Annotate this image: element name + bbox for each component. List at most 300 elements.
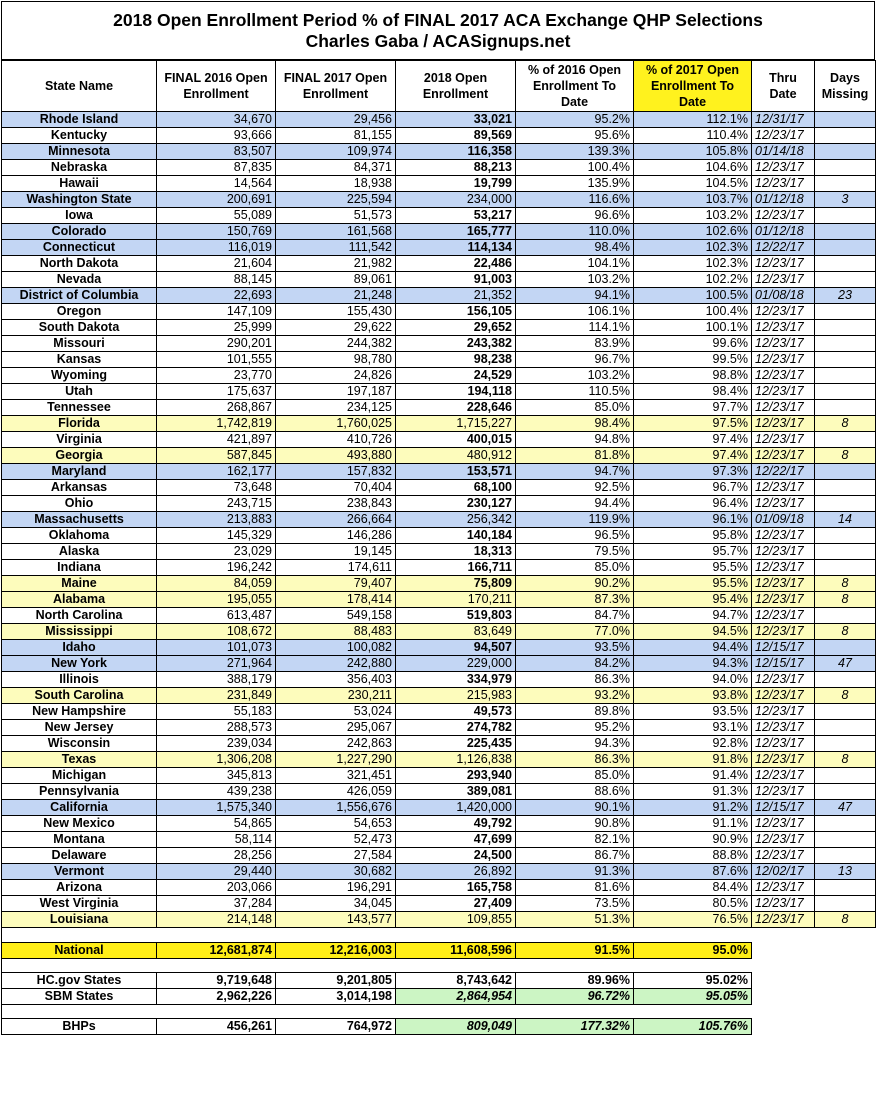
blank-cell [752, 1019, 815, 1035]
thru-date-value: 12/23/17 [752, 528, 815, 544]
table-row [2, 736, 876, 752]
pct-2016-value: 94.3% [516, 736, 634, 752]
final-2017-value: 100,082 [276, 640, 396, 656]
table-row [2, 304, 876, 320]
enrollment-2018-value: 89,569 [396, 128, 516, 144]
thru-date-value: 12/23/17 [752, 768, 815, 784]
summary-final-2017: 9,201,805 [276, 973, 396, 989]
final-2016-value: 195,055 [157, 592, 276, 608]
state-name: Nebraska [2, 160, 157, 176]
enrollment-2018-value: 94,507 [396, 640, 516, 656]
days-missing-value [815, 736, 876, 752]
pct-2017-value: 87.6% [634, 864, 752, 880]
gap-cell [752, 959, 815, 973]
pct-2016-value: 104.1% [516, 256, 634, 272]
table-row [2, 288, 876, 304]
days-missing-value: 8 [815, 624, 876, 640]
final-2017-value: 549,158 [276, 608, 396, 624]
thru-date-value: 12/23/17 [752, 736, 815, 752]
state-name: Wisconsin [2, 736, 157, 752]
summary-row-hcgov [2, 973, 876, 989]
thru-date-value: 12/23/17 [752, 624, 815, 640]
thru-date-value: 12/02/17 [752, 864, 815, 880]
thru-date-value: 12/23/17 [752, 448, 815, 464]
table-row [2, 464, 876, 480]
sheet-title [1, 1, 875, 60]
pct-2016-value: 90.1% [516, 800, 634, 816]
gap-cell [752, 928, 815, 943]
gap-cell [634, 1005, 752, 1019]
gap-cell [2, 928, 157, 943]
state-name: Maryland [2, 464, 157, 480]
pct-2016-value: 98.4% [516, 416, 634, 432]
thru-date-value: 01/12/18 [752, 192, 815, 208]
thru-date-value: 12/23/17 [752, 560, 815, 576]
pct-2017-value: 95.5% [634, 576, 752, 592]
title-line-1: 2018 Open Enrollment Period % of FINAL 2017 ACA Exchange QHP Selections [113, 10, 763, 30]
blank-cell [752, 943, 815, 959]
state-name: Alaska [2, 544, 157, 560]
final-2017-value: 225,594 [276, 192, 396, 208]
thru-date-value: 12/23/17 [752, 416, 815, 432]
header-thru-date: Thru Date [752, 61, 815, 112]
enrollment-2018-value: 400,015 [396, 432, 516, 448]
enrollment-2018-value: 228,646 [396, 400, 516, 416]
table-row [2, 496, 876, 512]
pct-2017-value: 90.9% [634, 832, 752, 848]
final-2016-value: 1,742,819 [157, 416, 276, 432]
pct-2017-value: 99.5% [634, 352, 752, 368]
final-2017-value: 52,473 [276, 832, 396, 848]
pct-2016-value: 90.2% [516, 576, 634, 592]
thru-date-value: 12/23/17 [752, 336, 815, 352]
state-name: Kansas [2, 352, 157, 368]
thru-date-value: 12/23/17 [752, 272, 815, 288]
enrollment-2018-value: 225,435 [396, 736, 516, 752]
final-2017-value: 79,407 [276, 576, 396, 592]
final-2016-value: 28,256 [157, 848, 276, 864]
pct-2016-value: 86.7% [516, 848, 634, 864]
state-name: Iowa [2, 208, 157, 224]
pct-2017-value: 95.7% [634, 544, 752, 560]
enrollment-2018-value: 53,217 [396, 208, 516, 224]
gap-cell [516, 959, 634, 973]
thru-date-value: 12/23/17 [752, 368, 815, 384]
final-2017-value: 143,577 [276, 912, 396, 928]
pct-2016-value: 86.3% [516, 672, 634, 688]
thru-date-value: 12/22/17 [752, 464, 815, 480]
enrollment-2018-value: 230,127 [396, 496, 516, 512]
final-2017-value: 98,780 [276, 352, 396, 368]
pct-2017-value: 100.4% [634, 304, 752, 320]
state-name: Illinois [2, 672, 157, 688]
pct-2016-value: 110.5% [516, 384, 634, 400]
pct-2016-value: 94.8% [516, 432, 634, 448]
enrollment-table [1, 60, 876, 1035]
state-name: Nevada [2, 272, 157, 288]
final-2016-value: 23,029 [157, 544, 276, 560]
thru-date-value: 01/14/18 [752, 144, 815, 160]
final-2017-value: 161,568 [276, 224, 396, 240]
enrollment-2018-value: 293,940 [396, 768, 516, 784]
summary-label: SBM States [2, 989, 157, 1005]
state-name: Georgia [2, 448, 157, 464]
pct-2017-value: 76.5% [634, 912, 752, 928]
summary-pct-2017: 95.05% [634, 989, 752, 1005]
final-2017-value: 242,863 [276, 736, 396, 752]
final-2017-value: 356,403 [276, 672, 396, 688]
final-2017-value: 1,556,676 [276, 800, 396, 816]
days-missing-value [815, 704, 876, 720]
enrollment-2018-value: 24,529 [396, 368, 516, 384]
days-missing-value: 8 [815, 416, 876, 432]
state-name: West Virginia [2, 896, 157, 912]
thru-date-value: 12/23/17 [752, 320, 815, 336]
table-row [2, 912, 876, 928]
final-2017-value: 234,125 [276, 400, 396, 416]
table-row [2, 752, 876, 768]
pct-2016-value: 135.9% [516, 176, 634, 192]
pct-2016-value: 85.0% [516, 560, 634, 576]
pct-2017-value: 97.7% [634, 400, 752, 416]
days-missing-value [815, 480, 876, 496]
table-row [2, 560, 876, 576]
pct-2016-value: 85.0% [516, 768, 634, 784]
days-missing-value [815, 256, 876, 272]
state-name: Rhode Island [2, 112, 157, 128]
gap-cell [815, 959, 876, 973]
summary-final-2017: 764,972 [276, 1019, 396, 1035]
state-name: Washington State [2, 192, 157, 208]
summary-2018: 8,743,642 [396, 973, 516, 989]
days-missing-value [815, 880, 876, 896]
final-2017-value: 54,653 [276, 816, 396, 832]
enrollment-2018-value: 83,649 [396, 624, 516, 640]
final-2016-value: 25,999 [157, 320, 276, 336]
table-row [2, 240, 876, 256]
days-missing-value [815, 528, 876, 544]
enrollment-2018-value: 166,711 [396, 560, 516, 576]
blank-cell [815, 943, 876, 959]
thru-date-value: 12/23/17 [752, 832, 815, 848]
gap-cell [516, 1005, 634, 1019]
state-name: Kentucky [2, 128, 157, 144]
final-2017-value: 21,248 [276, 288, 396, 304]
gap-cell [157, 928, 276, 943]
enrollment-2018-value: 243,382 [396, 336, 516, 352]
table-row [2, 800, 876, 816]
pct-2017-value: 91.8% [634, 752, 752, 768]
thru-date-value: 12/23/17 [752, 592, 815, 608]
pct-2016-value: 114.1% [516, 320, 634, 336]
final-2017-value: 295,067 [276, 720, 396, 736]
final-2016-value: 613,487 [157, 608, 276, 624]
table-row [2, 592, 876, 608]
summary-pct-2017: 95.02% [634, 973, 752, 989]
days-missing-value [815, 608, 876, 624]
gap-cell [276, 928, 396, 943]
final-2016-value: 271,964 [157, 656, 276, 672]
gap-cell [752, 1005, 815, 1019]
final-2016-value: 439,238 [157, 784, 276, 800]
thru-date-value: 12/31/17 [752, 112, 815, 128]
final-2017-value: 18,938 [276, 176, 396, 192]
final-2016-value: 37,284 [157, 896, 276, 912]
gap-cell [634, 928, 752, 943]
days-missing-value [815, 720, 876, 736]
final-2017-value: 88,483 [276, 624, 396, 640]
pct-2016-value: 100.4% [516, 160, 634, 176]
final-2016-value: 21,604 [157, 256, 276, 272]
state-name: Indiana [2, 560, 157, 576]
summary-final-2016: 456,261 [157, 1019, 276, 1035]
final-2016-value: 200,691 [157, 192, 276, 208]
pct-2016-value: 92.5% [516, 480, 634, 496]
gap-cell [634, 959, 752, 973]
final-2016-value: 290,201 [157, 336, 276, 352]
header-days-missing: Days Missing [815, 61, 876, 112]
header-state: State Name [2, 61, 157, 112]
state-name: South Dakota [2, 320, 157, 336]
enrollment-2018-value: 170,211 [396, 592, 516, 608]
days-missing-value [815, 496, 876, 512]
state-name: Wyoming [2, 368, 157, 384]
final-2017-value: 34,045 [276, 896, 396, 912]
days-missing-value [815, 160, 876, 176]
enrollment-2018-value: 1,715,227 [396, 416, 516, 432]
days-missing-value [815, 464, 876, 480]
pct-2017-value: 94.3% [634, 656, 752, 672]
summary-pct-2017: 95.0% [634, 943, 752, 959]
days-missing-value [815, 272, 876, 288]
enrollment-2018-value: 88,213 [396, 160, 516, 176]
pct-2017-value: 93.1% [634, 720, 752, 736]
state-name: New Mexico [2, 816, 157, 832]
final-2017-value: 244,382 [276, 336, 396, 352]
thru-date-value: 12/23/17 [752, 608, 815, 624]
final-2016-value: 243,715 [157, 496, 276, 512]
table-row [2, 512, 876, 528]
summary-label: National [2, 943, 157, 959]
final-2017-value: 24,826 [276, 368, 396, 384]
pct-2017-value: 105.8% [634, 144, 752, 160]
thru-date-value: 12/23/17 [752, 704, 815, 720]
days-missing-value: 8 [815, 448, 876, 464]
table-row [2, 848, 876, 864]
pct-2017-value: 96.4% [634, 496, 752, 512]
thru-date-value: 12/23/17 [752, 672, 815, 688]
state-name: Hawaii [2, 176, 157, 192]
final-2017-value: 493,880 [276, 448, 396, 464]
enrollment-2018-value: 98,238 [396, 352, 516, 368]
thru-date-value: 12/23/17 [752, 576, 815, 592]
final-2016-value: 83,507 [157, 144, 276, 160]
pct-2017-value: 97.4% [634, 448, 752, 464]
final-2016-value: 54,865 [157, 816, 276, 832]
pct-2016-value: 87.3% [516, 592, 634, 608]
final-2017-value: 53,024 [276, 704, 396, 720]
final-2016-value: 14,564 [157, 176, 276, 192]
table-row [2, 656, 876, 672]
state-name: California [2, 800, 157, 816]
final-2016-value: 196,242 [157, 560, 276, 576]
summary-final-2016: 9,719,648 [157, 973, 276, 989]
blank-cell [815, 1019, 876, 1035]
pct-2017-value: 91.3% [634, 784, 752, 800]
thru-date-value: 12/23/17 [752, 544, 815, 560]
days-missing-value [815, 768, 876, 784]
final-2017-value: 111,542 [276, 240, 396, 256]
table-row [2, 352, 876, 368]
final-2017-value: 146,286 [276, 528, 396, 544]
title-line-2: Charles Gaba / ACASignups.net [305, 31, 571, 51]
gap-cell [396, 959, 516, 973]
final-2016-value: 84,059 [157, 576, 276, 592]
days-missing-value: 8 [815, 592, 876, 608]
final-2017-value: 27,584 [276, 848, 396, 864]
summary-row-national [2, 943, 876, 959]
final-2016-value: 150,769 [157, 224, 276, 240]
pct-2016-value: 96.5% [516, 528, 634, 544]
enrollment-2018-value: 18,313 [396, 544, 516, 560]
final-2016-value: 55,089 [157, 208, 276, 224]
table-row [2, 176, 876, 192]
pct-2016-value: 94.4% [516, 496, 634, 512]
days-missing-value [815, 848, 876, 864]
state-name: Utah [2, 384, 157, 400]
table-row [2, 784, 876, 800]
days-missing-value [815, 384, 876, 400]
final-2017-value: 174,611 [276, 560, 396, 576]
enrollment-2018-value: 165,758 [396, 880, 516, 896]
enrollment-2018-value: 49,792 [396, 816, 516, 832]
thru-date-value: 12/15/17 [752, 800, 815, 816]
thru-date-value: 12/23/17 [752, 304, 815, 320]
blank-cell [815, 989, 876, 1005]
pct-2017-value: 103.2% [634, 208, 752, 224]
gap-cell [276, 1005, 396, 1019]
state-name: Montana [2, 832, 157, 848]
days-missing-value [815, 784, 876, 800]
table-row [2, 272, 876, 288]
pct-2016-value: 86.3% [516, 752, 634, 768]
pct-2017-value: 110.4% [634, 128, 752, 144]
table-row [2, 608, 876, 624]
table-row [2, 704, 876, 720]
state-name: Pennsylvania [2, 784, 157, 800]
table-row [2, 832, 876, 848]
summary-final-2017: 3,014,198 [276, 989, 396, 1005]
gap-row [2, 1005, 876, 1019]
state-name: Florida [2, 416, 157, 432]
final-2016-value: 587,845 [157, 448, 276, 464]
pct-2016-value: 83.9% [516, 336, 634, 352]
enrollment-2018-value: 114,134 [396, 240, 516, 256]
final-2017-value: 21,982 [276, 256, 396, 272]
pct-2017-value: 100.5% [634, 288, 752, 304]
thru-date-value: 12/23/17 [752, 496, 815, 512]
table-row [2, 384, 876, 400]
thru-date-value: 12/23/17 [752, 160, 815, 176]
thru-date-value: 01/12/18 [752, 224, 815, 240]
thru-date-value: 12/23/17 [752, 880, 815, 896]
header-row [2, 61, 876, 112]
pct-2017-value: 102.3% [634, 240, 752, 256]
pct-2016-value: 98.4% [516, 240, 634, 256]
days-missing-value [815, 336, 876, 352]
final-2016-value: 147,109 [157, 304, 276, 320]
state-name: New Jersey [2, 720, 157, 736]
final-2016-value: 388,179 [157, 672, 276, 688]
blank-cell [752, 989, 815, 1005]
state-name: Ohio [2, 496, 157, 512]
days-missing-value: 8 [815, 752, 876, 768]
state-name: District of Columbia [2, 288, 157, 304]
final-2017-value: 109,974 [276, 144, 396, 160]
thru-date-value: 12/23/17 [752, 432, 815, 448]
state-name: Tennessee [2, 400, 157, 416]
enrollment-2018-value: 1,126,838 [396, 752, 516, 768]
days-missing-value: 14 [815, 512, 876, 528]
final-2016-value: 23,770 [157, 368, 276, 384]
state-name: Vermont [2, 864, 157, 880]
pct-2016-value: 79.5% [516, 544, 634, 560]
final-2017-value: 197,187 [276, 384, 396, 400]
enrollment-2018-value: 33,021 [396, 112, 516, 128]
gap-cell [396, 928, 516, 943]
pct-2017-value: 102.2% [634, 272, 752, 288]
state-name: Virginia [2, 432, 157, 448]
enrollment-2018-value: 47,699 [396, 832, 516, 848]
final-2016-value: 268,867 [157, 400, 276, 416]
pct-2017-value: 93.5% [634, 704, 752, 720]
enrollment-2018-value: 1,420,000 [396, 800, 516, 816]
state-name: Louisiana [2, 912, 157, 928]
table-row [2, 816, 876, 832]
table-row [2, 256, 876, 272]
final-2017-value: 51,573 [276, 208, 396, 224]
table-row [2, 400, 876, 416]
pct-2017-value: 97.5% [634, 416, 752, 432]
pct-2017-value: 94.7% [634, 608, 752, 624]
thru-date-value: 12/23/17 [752, 816, 815, 832]
state-name: Arkansas [2, 480, 157, 496]
state-name: Oregon [2, 304, 157, 320]
header-pct-2016: % of 2016 Open Enrollment To Date [516, 61, 634, 112]
state-name: Michigan [2, 768, 157, 784]
final-2017-value: 155,430 [276, 304, 396, 320]
enrollment-2018-value: 27,409 [396, 896, 516, 912]
enrollment-2018-value: 334,979 [396, 672, 516, 688]
blank-cell [752, 973, 815, 989]
header-2018: 2018 Open Enrollment [396, 61, 516, 112]
pct-2017-value: 96.1% [634, 512, 752, 528]
table-row [2, 128, 876, 144]
enrollment-2018-value: 68,100 [396, 480, 516, 496]
final-2016-value: 73,648 [157, 480, 276, 496]
gap-cell [2, 959, 157, 973]
pct-2017-value: 102.3% [634, 256, 752, 272]
summary-2018: 11,608,596 [396, 943, 516, 959]
enrollment-2018-value: 153,571 [396, 464, 516, 480]
pct-2016-value: 96.6% [516, 208, 634, 224]
thru-date-value: 12/23/17 [752, 352, 815, 368]
thru-date-value: 12/23/17 [752, 784, 815, 800]
summary-label: HC.gov States [2, 973, 157, 989]
pct-2017-value: 104.5% [634, 176, 752, 192]
days-missing-value [815, 208, 876, 224]
pct-2017-value: 95.4% [634, 592, 752, 608]
